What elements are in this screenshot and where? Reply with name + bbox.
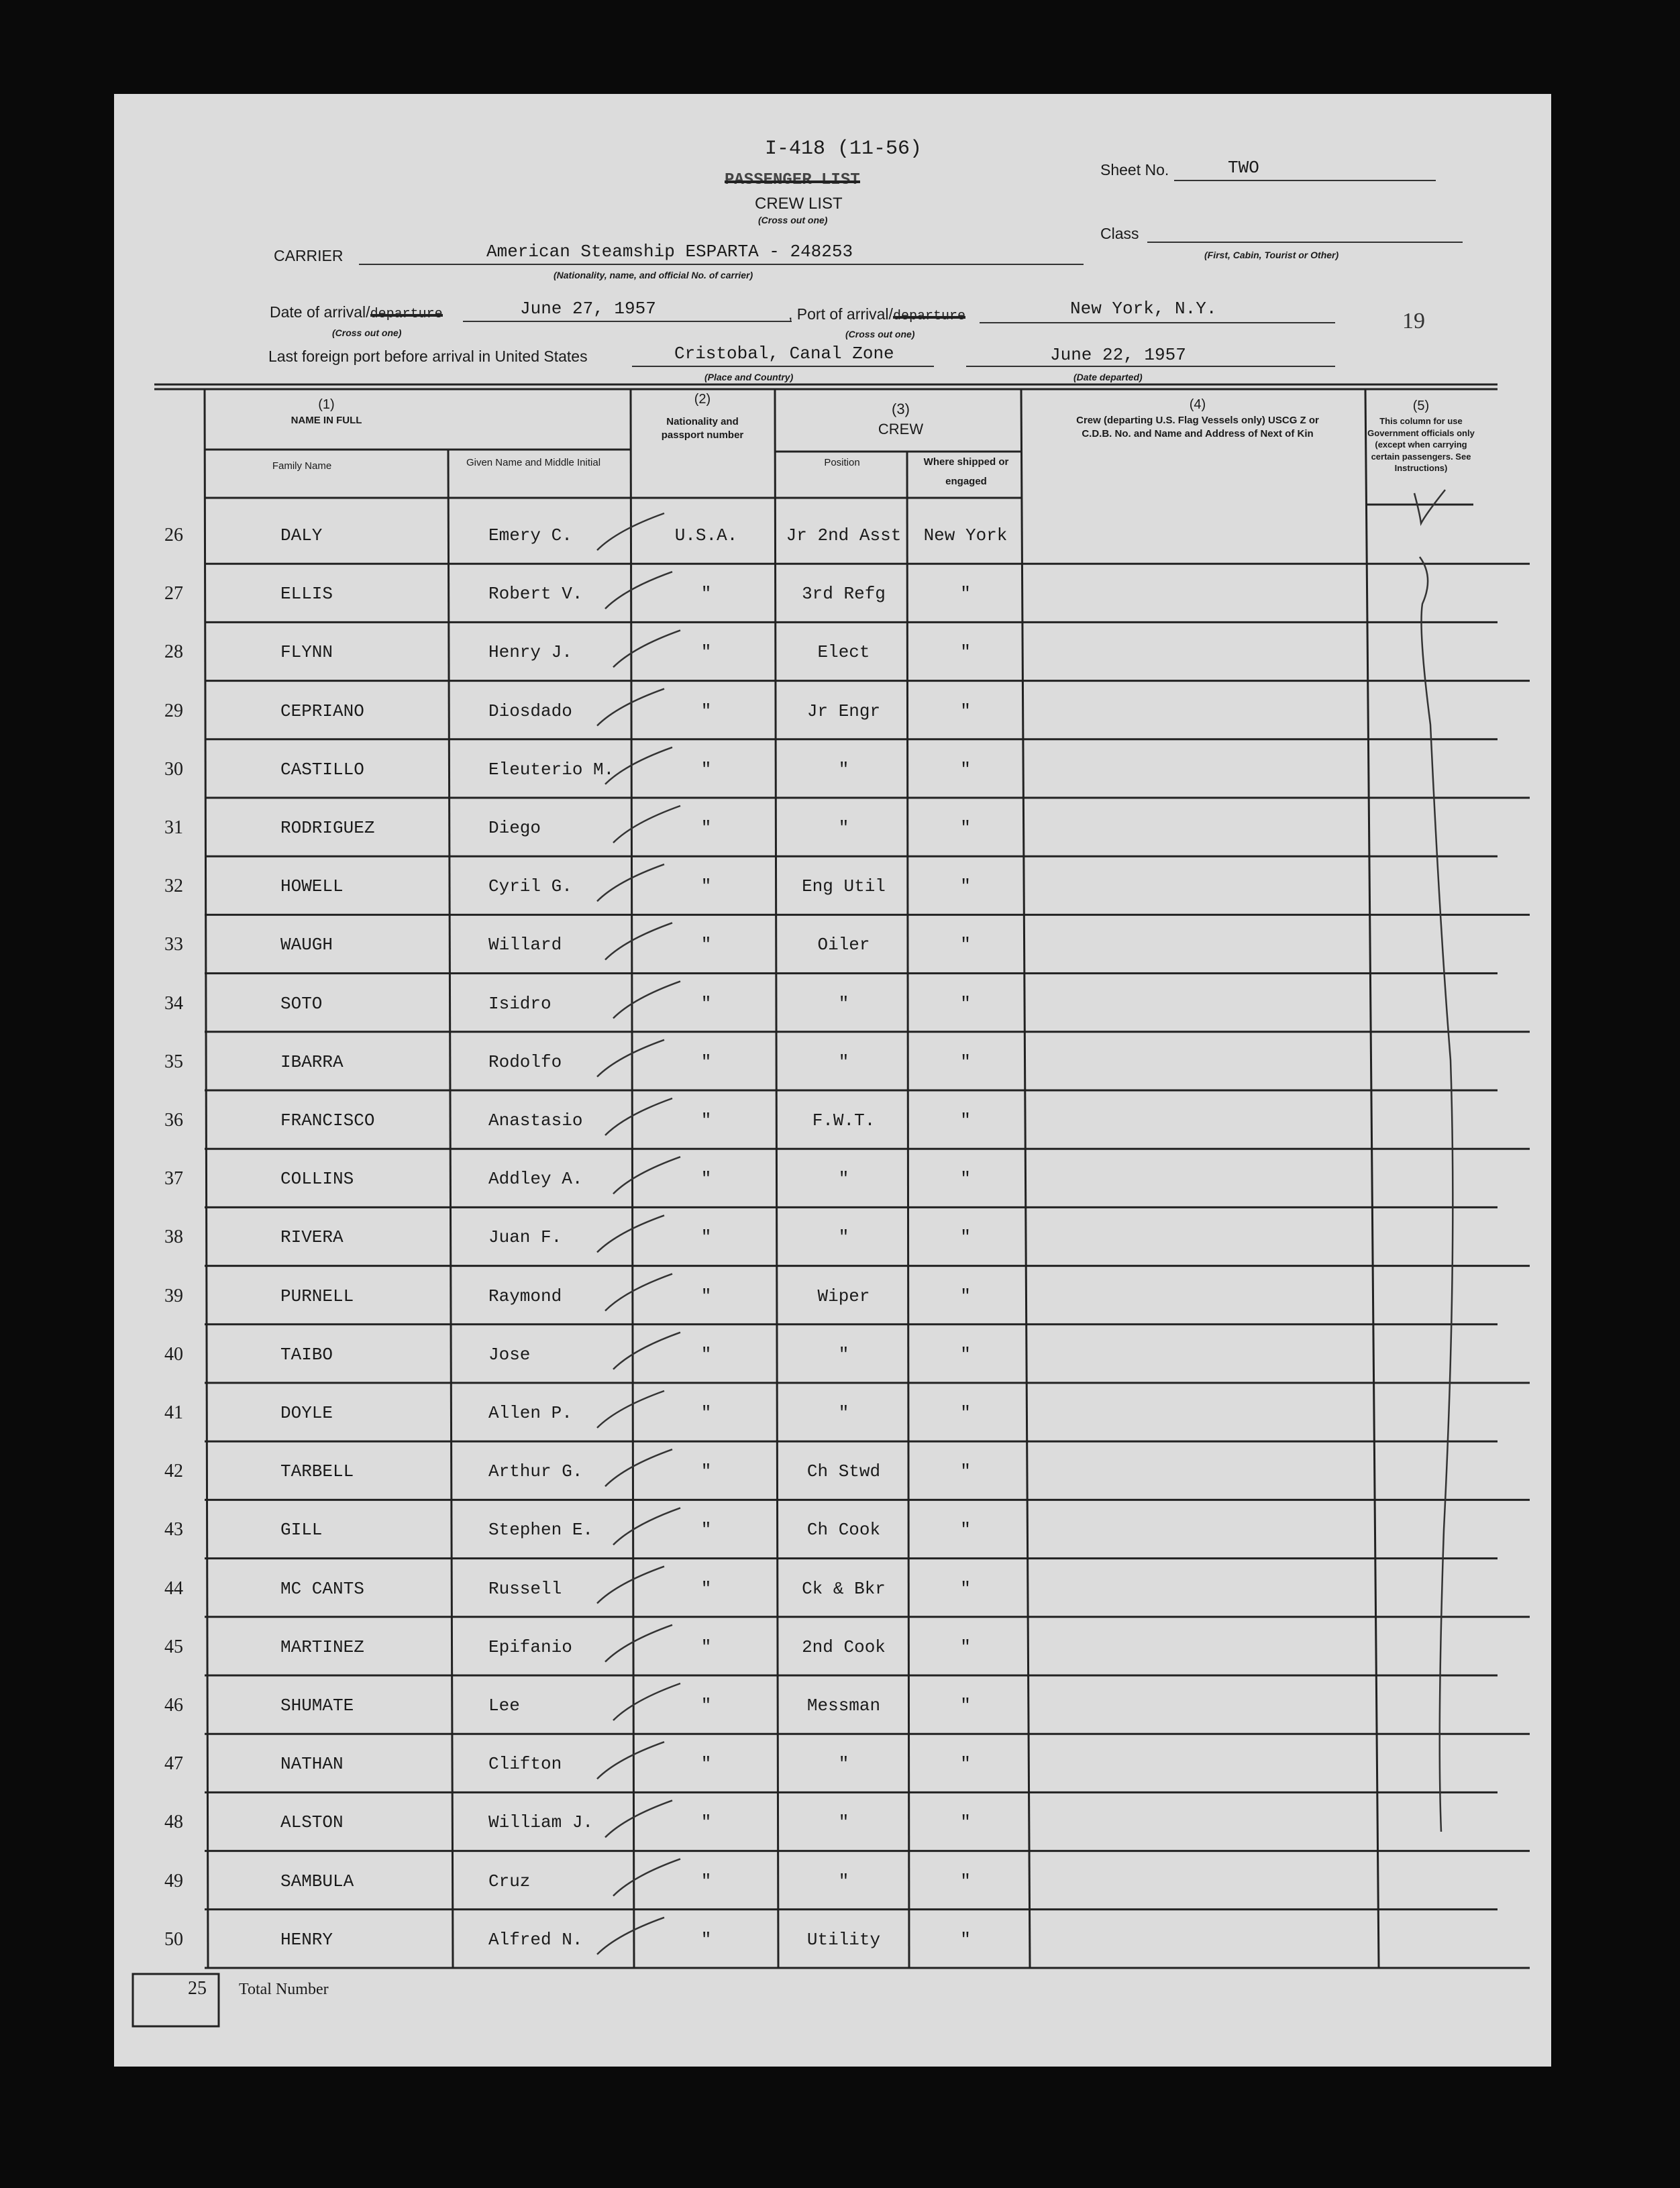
- where-shipped-cell: ": [960, 1578, 971, 1599]
- form-title-note: (Cross out one): [758, 215, 828, 225]
- where-shipped-cell: ": [960, 1812, 971, 1833]
- nationality-cell: ": [700, 1169, 712, 1190]
- position-cell: Ck & Bkr: [802, 1578, 886, 1599]
- given-name-cell: Epifanio: [488, 1636, 572, 1657]
- where-shipped-cell: ": [960, 1227, 971, 1248]
- nationality-cell: ": [700, 1286, 712, 1306]
- row-number: 50: [164, 1928, 183, 1950]
- where-shipped-cell: ": [960, 1344, 971, 1365]
- carrier-label: CARRIER: [274, 247, 344, 264]
- family-name-cell: PURNELL: [280, 1286, 354, 1306]
- sheet-value: TWO: [1228, 158, 1259, 178]
- nationality-cell: ": [700, 1227, 712, 1248]
- given-name-cell: Arthur G.: [488, 1461, 583, 1482]
- where-shipped-cell: ": [960, 759, 971, 780]
- position-cell: ": [838, 759, 849, 780]
- row-number: 30: [164, 758, 183, 780]
- where-shipped-cell: ": [960, 642, 971, 663]
- family-name-cell: ALSTON: [280, 1812, 344, 1833]
- class-note: (First, Cabin, Tourist or Other): [1204, 250, 1339, 260]
- family-name-cell: TARBELL: [280, 1461, 354, 1482]
- position-cell: ": [838, 993, 849, 1014]
- family-name-header: Family Name: [272, 460, 332, 472]
- given-name-cell: Robert V.: [488, 584, 583, 605]
- given-name-cell: Stephen E.: [488, 1520, 594, 1541]
- carrier-value: American Steamship ESPARTA - 248253: [486, 242, 853, 262]
- position-cell: ": [838, 1344, 849, 1365]
- nationality-cell: ": [700, 700, 712, 721]
- last-port-label: Last foreign port before arrival in United States: [268, 348, 588, 365]
- family-name-cell: MARTINEZ: [280, 1636, 364, 1657]
- where-shipped-cell: ": [960, 1754, 971, 1775]
- last-port-value: Cristobal, Canal Zone: [674, 344, 894, 364]
- nationality-cell: ": [700, 1578, 712, 1599]
- row-number: 29: [164, 700, 183, 721]
- date-departed-note: (Date departed): [1073, 372, 1143, 382]
- position-cell: Oiler: [817, 935, 870, 955]
- date-departed-value: June 22, 1957: [1050, 345, 1186, 365]
- crew-list-form: [114, 94, 1551, 2067]
- position-cell: 3rd Refg: [802, 584, 886, 605]
- port-note: (Cross out one): [845, 329, 915, 340]
- family-name-cell: HENRY: [280, 1929, 333, 1950]
- position-cell: Elect: [817, 642, 870, 663]
- nationality-cell: ": [700, 759, 712, 780]
- row-number: 43: [164, 1519, 183, 1541]
- where-shipped-cell: ": [960, 1051, 971, 1072]
- row-number: 40: [164, 1343, 183, 1365]
- where-shipped-cell: ": [960, 1929, 971, 1950]
- position-cell: ": [838, 818, 849, 838]
- port-label: , Port of arrival/departure: [788, 305, 965, 324]
- position-cell: ": [838, 1169, 849, 1190]
- row-number: 34: [164, 992, 183, 1014]
- position-cell: 2nd Cook: [802, 1636, 886, 1657]
- nationality-cell: ": [700, 1871, 712, 1891]
- nationality-cell: ": [700, 876, 712, 897]
- nationality-cell: ": [700, 1929, 712, 1950]
- row-number: 38: [164, 1227, 183, 1248]
- where-shipped-cell: ": [960, 876, 971, 897]
- total-value: 25: [188, 1978, 207, 1999]
- form-title: CREW LIST: [755, 195, 843, 213]
- where-shipped-cell: ": [960, 700, 971, 721]
- row-number: 33: [164, 934, 183, 955]
- family-name-cell: DOYLE: [280, 1403, 333, 1423]
- position-cell: Eng Util: [802, 876, 886, 897]
- family-name-cell: IBARRA: [280, 1051, 344, 1072]
- where-shipped-cell: ": [960, 1696, 971, 1716]
- date-arrival-note: (Cross out one): [332, 327, 402, 338]
- where-shipped-cell: ": [960, 1403, 971, 1423]
- row-number: 32: [164, 876, 183, 897]
- row-number: 41: [164, 1402, 183, 1423]
- given-name-cell: Juan F.: [488, 1227, 562, 1248]
- nationality-cell: ": [700, 1461, 712, 1482]
- nationality-cell: ": [700, 993, 712, 1014]
- where-shipped-cell: ": [960, 993, 971, 1014]
- row-number: 47: [164, 1753, 183, 1775]
- family-name-cell: MC CANTS: [280, 1578, 364, 1599]
- row-number: 45: [164, 1636, 183, 1657]
- family-name-cell: GILL: [280, 1520, 323, 1541]
- given-name-cell: Cruz: [488, 1871, 531, 1891]
- last-port-note: (Place and Country): [704, 372, 794, 382]
- given-name-cell: Anastasio: [488, 1110, 583, 1131]
- position-cell: ": [838, 1051, 849, 1072]
- row-number: 49: [164, 1870, 183, 1891]
- family-name-cell: TAIBO: [280, 1344, 333, 1365]
- family-name-cell: CASTILLO: [280, 759, 364, 780]
- given-name-cell: Clifton: [488, 1754, 562, 1775]
- row-number: 26: [164, 525, 183, 545]
- given-name-cell: Willard: [488, 935, 562, 955]
- where-shipped-cell: ": [960, 818, 971, 838]
- row-number: 48: [164, 1812, 183, 1833]
- given-name-cell: Jose: [488, 1344, 531, 1365]
- where-shipped-cell: ": [960, 584, 971, 605]
- nationality-cell: ": [700, 1754, 712, 1775]
- given-name-cell: Raymond: [488, 1286, 562, 1306]
- position-cell: Ch Cook: [806, 1520, 881, 1541]
- col3-header: (3) CREW: [878, 401, 924, 437]
- where-shipped-cell: ": [960, 1871, 971, 1891]
- row-number: 42: [164, 1461, 183, 1482]
- family-name-cell: SAMBULA: [280, 1871, 354, 1891]
- position-header: Position: [824, 457, 860, 468]
- col1-header: (1) NAME IN FULL: [291, 397, 362, 426]
- nationality-cell: ": [700, 1696, 712, 1716]
- given-name-cell: Emery C.: [488, 525, 572, 545]
- position-cell: Messman: [806, 1696, 881, 1716]
- row-number: 39: [164, 1285, 183, 1306]
- nationality-cell: U.S.A.: [674, 525, 738, 545]
- family-name-cell: ELLIS: [280, 584, 333, 605]
- total-label: Total Number: [239, 1981, 329, 1998]
- family-name-cell: NATHAN: [280, 1754, 344, 1775]
- family-name-cell: COLLINS: [280, 1169, 354, 1190]
- given-name-cell: Russell: [488, 1578, 562, 1599]
- position-cell: Wiper: [817, 1286, 870, 1306]
- family-name-cell: SHUMATE: [280, 1696, 354, 1716]
- nationality-cell: ": [700, 584, 712, 605]
- row-number: 27: [164, 583, 183, 605]
- position-cell: ": [838, 1403, 849, 1423]
- position-cell: ": [838, 1812, 849, 1833]
- position-cell: ": [838, 1227, 849, 1248]
- row-number: 28: [164, 641, 183, 663]
- row-number: 36: [164, 1110, 183, 1131]
- struck-title: PASSENGER LIST: [725, 171, 860, 189]
- given-name-header: Given Name and Middle Initial: [466, 457, 601, 468]
- where-shipped-header: Where shipped or engaged: [923, 456, 1009, 487]
- nationality-cell: ": [700, 818, 712, 838]
- where-shipped-cell: ": [960, 1636, 971, 1657]
- col4-header: (4) Crew (departing U.S. Flag Vessels only) USCG Z or C.D.B. No. and Name and Address of Next of Kin: [1076, 397, 1319, 440]
- family-name-cell: HOWELL: [280, 876, 344, 897]
- row-number: 46: [164, 1695, 183, 1716]
- where-shipped-cell: ": [960, 1110, 971, 1131]
- given-name-cell: Lee: [488, 1696, 520, 1716]
- nationality-cell: ": [700, 1344, 712, 1365]
- nationality-cell: ": [700, 935, 712, 955]
- position-cell: F.W.T.: [812, 1110, 876, 1131]
- nationality-cell: ": [700, 1110, 712, 1131]
- sheet-label: Sheet No.: [1100, 161, 1169, 178]
- given-name-cell: Diosdado: [488, 700, 572, 721]
- given-name-cell: William J.: [488, 1812, 594, 1833]
- carrier-note: (Nationality, name, and official No. of carrier): [554, 270, 753, 280]
- nationality-cell: ": [700, 642, 712, 663]
- col5-header: (5) This column for use Government officials only (except when carrying certain passengers. See Instructions): [1367, 399, 1475, 474]
- position-cell: Jr Engr: [806, 700, 881, 721]
- given-name-cell: Isidro: [488, 993, 552, 1014]
- date-arrival-value: June 27, 1957: [520, 299, 656, 319]
- class-label: Class: [1100, 225, 1139, 242]
- family-name-cell: CEPRIANO: [280, 700, 364, 721]
- given-name-cell: Addley A.: [488, 1169, 583, 1190]
- position-cell: Ch Stwd: [806, 1461, 881, 1482]
- where-shipped-cell: ": [960, 1286, 971, 1306]
- position-cell: ": [838, 1754, 849, 1775]
- page-number: 19: [1402, 309, 1425, 333]
- form-number: I-418 (11-56): [765, 138, 923, 160]
- nationality-cell: ": [700, 1520, 712, 1541]
- official-tally-mark: [1414, 490, 1453, 1832]
- family-name-cell: DALY: [280, 525, 323, 545]
- position-cell: Utility: [806, 1929, 881, 1950]
- row-number: 37: [164, 1168, 183, 1190]
- nationality-cell: ": [700, 1636, 712, 1657]
- position-cell: Jr 2nd Asst: [786, 525, 902, 545]
- given-name-cell: Allen P.: [488, 1403, 572, 1423]
- family-name-cell: WAUGH: [280, 935, 333, 955]
- row-number: 31: [164, 817, 183, 838]
- given-name-cell: Cyril G.: [488, 876, 572, 897]
- given-name-cell: Eleuterio M.: [488, 759, 615, 780]
- nationality-cell: ": [700, 1403, 712, 1423]
- where-shipped-cell: ": [960, 1461, 971, 1482]
- given-name-cell: Henry J.: [488, 642, 572, 663]
- nationality-cell: ": [700, 1812, 712, 1833]
- nationality-cell: ": [700, 1051, 712, 1072]
- family-name-cell: FRANCISCO: [280, 1110, 375, 1131]
- col2-header: (2) Nationality and passport number: [661, 392, 744, 441]
- where-shipped-cell: ": [960, 1169, 971, 1190]
- where-shipped-cell: ": [960, 935, 971, 955]
- family-name-cell: RIVERA: [280, 1227, 344, 1248]
- family-name-cell: FLYNN: [280, 642, 333, 663]
- family-name-cell: SOTO: [280, 993, 323, 1014]
- family-name-cell: RODRIGUEZ: [280, 818, 375, 838]
- given-name-cell: Diego: [488, 818, 541, 838]
- position-cell: ": [838, 1871, 849, 1891]
- date-arrival-label: Date of arrival/departure: [270, 303, 443, 322]
- row-number: 44: [164, 1577, 183, 1599]
- row-number: 35: [164, 1051, 183, 1072]
- where-shipped-cell: ": [960, 1520, 971, 1541]
- port-value: New York, N.Y.: [1070, 299, 1217, 319]
- given-name-cell: Alfred N.: [488, 1929, 583, 1950]
- where-shipped-cell: New York: [923, 525, 1008, 545]
- given-name-cell: Rodolfo: [488, 1051, 562, 1072]
